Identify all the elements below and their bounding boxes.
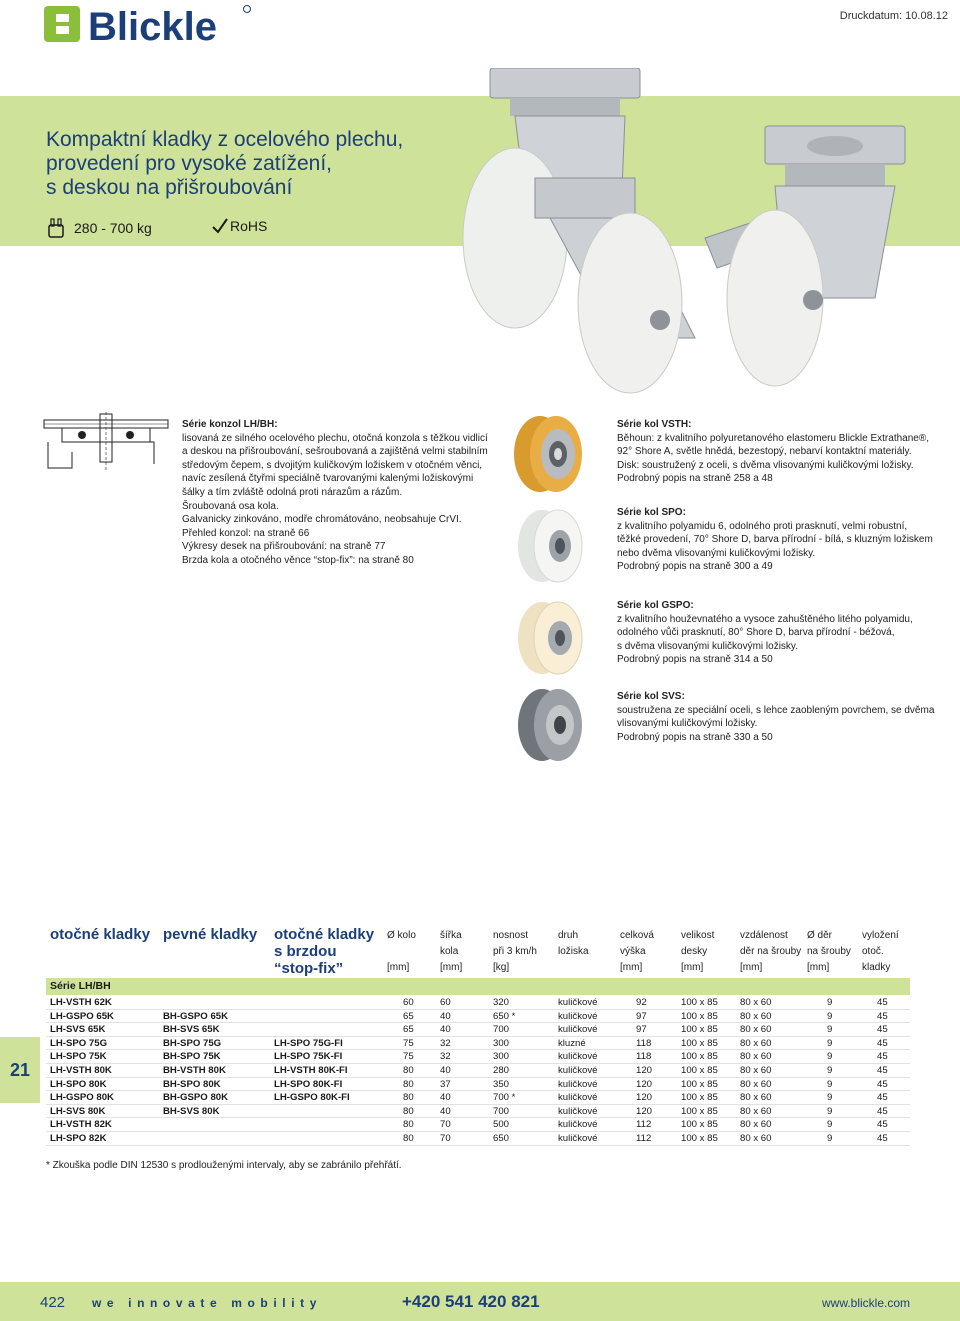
col-header-height	[620, 928, 654, 976]
text-line: Běhoun: z kvalitního polyuretanového elastomeru Blickle Extrathane®,	[617, 432, 929, 444]
wheel-heading: Série kol VSTH:	[617, 419, 692, 430]
table-row	[46, 1064, 910, 1078]
cell-bolt-spacing: 80 x 60	[740, 1051, 772, 1063]
table-footnote: * Zkouška podle DIN 12530 s prodlouženými intervaly, aby se zabránilo přehřátí.	[46, 1160, 402, 1171]
cell-bolt-spacing: 80 x 60	[740, 1132, 772, 1144]
cell-load-capacity: 650 *	[493, 1010, 516, 1022]
cell-bolt-dia: 9	[827, 1105, 833, 1117]
svg-text:Blickle: Blickle	[88, 5, 217, 46]
cell-bearing-type: kuličkové	[558, 1078, 598, 1090]
text-line: Disk: soustružený z oceli, s dvěma vlisovanými kuličkovými ložisky.	[617, 459, 914, 471]
weight-icon	[46, 217, 66, 239]
cell-brake-model: LH-SPO 80K-FI	[274, 1078, 343, 1090]
cell-bolt-spacing: 80 x 60	[740, 1119, 772, 1131]
table-row	[46, 1050, 910, 1064]
cell-swivel-offset: 45	[877, 1037, 888, 1049]
cell-swivel-model: LH-SVS 80K	[50, 1105, 106, 1117]
cell-plate-size: 100 x 85	[681, 1037, 718, 1049]
header-line: Ø děr	[807, 930, 833, 941]
cell-bolt-dia: 9	[827, 1092, 833, 1104]
cell-bolt-dia: 9	[827, 1078, 833, 1090]
cell-load-capacity: 700	[493, 1105, 510, 1117]
cell-bolt-dia: 9	[827, 1051, 833, 1063]
cell-swivel-offset: 45	[877, 1092, 888, 1104]
cell-plate-size: 100 x 85	[681, 1119, 718, 1131]
cell-wheel-width: 40	[440, 1024, 451, 1036]
table-row	[46, 1105, 910, 1119]
cell-swivel-model: LH-SPO 75G	[50, 1037, 108, 1049]
col-header-brake	[274, 926, 374, 977]
cell-overall-height: 97	[636, 1024, 647, 1036]
cell-bearing-type: kuličkové	[558, 1064, 598, 1076]
header-line: druh	[558, 930, 579, 941]
cell-wheel-dia: 80	[403, 1105, 414, 1117]
cell-overall-height: 120	[636, 1064, 653, 1076]
cell-plate-size: 100 x 85	[681, 1010, 718, 1022]
header-line: nosnost	[493, 930, 529, 941]
text-line: 92° Shore A, světle hnědá, bezestopý, nebarví kontaktní materiály.	[617, 446, 912, 458]
text-line: z kvalitního houževnatého a vysoce zahuštěného litého polyamidu,	[617, 613, 913, 625]
cell-wheel-dia: 80	[403, 1092, 414, 1104]
cell-swivel-offset: 45	[877, 1024, 888, 1036]
text-line: Brzda kola a otočného věnce “stop-fix”: na straně 80	[182, 554, 414, 566]
header-line: otoč. kladky	[862, 946, 891, 973]
col-header-bolt-dia	[807, 928, 851, 976]
col-header-bearing	[558, 928, 589, 976]
text-line: Výkresy desek na přišroubování: na straně 77	[182, 541, 386, 553]
cell-wheel-width: 70	[440, 1132, 451, 1144]
col-header-width	[440, 928, 462, 976]
text-line: soustružena ze speciální oceli, s lehce zaobleným povrchem, se dvěma	[617, 704, 935, 716]
header-line: [mm]	[387, 962, 410, 973]
cell-load-capacity: 700 *	[493, 1092, 516, 1104]
table-row	[46, 1118, 910, 1132]
text-line: s dvěma vlisovanými kuličkovými ložisky.	[617, 640, 798, 652]
header-line: [kg]	[493, 962, 510, 973]
cell-fixed-model: BH-SPO 80K	[163, 1078, 221, 1090]
table-header	[46, 922, 910, 978]
header-line: velikost	[681, 930, 715, 941]
cell-fixed-model: BH-GSPO 80K	[163, 1092, 229, 1104]
cell-swivel-offset: 45	[877, 1010, 888, 1022]
konzol-heading: Série konzol LH/BH:	[182, 419, 278, 430]
check-icon	[212, 218, 228, 234]
header-line: [mm]	[807, 962, 830, 973]
caster-product-photo	[455, 68, 925, 413]
cell-wheel-dia: 75	[403, 1051, 414, 1063]
print-date: Druckdatum: 10.08.12	[839, 10, 948, 22]
table-row	[46, 1091, 910, 1105]
cell-fixed-model: BH-SPO 75K	[163, 1051, 221, 1063]
cell-wheel-width: 32	[440, 1051, 451, 1063]
wheel-svs-image	[512, 685, 588, 765]
cell-swivel-model: LH-SPO 82K	[50, 1132, 107, 1144]
wheel-spo-description	[617, 506, 937, 574]
header-line: výška	[620, 946, 646, 957]
cell-wheel-dia: 80	[403, 1078, 414, 1090]
cell-overall-height: 120	[636, 1078, 653, 1090]
cell-overall-height: 97	[636, 1010, 647, 1022]
cell-load-capacity: 350	[493, 1078, 510, 1090]
header-line	[387, 944, 416, 960]
cell-plate-size: 100 x 85	[681, 1078, 718, 1090]
cell-swivel-model: LH-VSTH 62K	[50, 997, 112, 1008]
cell-plate-size: 100 x 85	[681, 1064, 718, 1076]
wheel-vsth-image	[510, 414, 586, 494]
cell-bolt-dia: 9	[827, 1037, 833, 1049]
text-line: nebo dvěma vlisovanými kuličkovými ložisky.	[617, 547, 816, 559]
wheel-spo-image	[512, 506, 588, 586]
col-header-bolt-spacing	[740, 928, 801, 976]
cell-load-capacity: 300	[493, 1051, 510, 1063]
header-line: desky	[681, 946, 708, 957]
text-line: těžké provedení, 70° Shore D, barva přírodní - bílá, s kluzným ložiskem	[617, 534, 933, 546]
text-line: lisovaná ze silného ocelového plechu, otočná konzola s těžkou vidlicí	[182, 432, 488, 444]
cell-swivel-model: LH-VSTH 80K	[50, 1064, 112, 1076]
cell-plate-size: 100 x 85	[681, 1132, 718, 1144]
cell-load-capacity: 280	[493, 1064, 510, 1076]
cell-wheel-width: 40	[440, 1092, 451, 1104]
table-row	[46, 1010, 910, 1024]
cell-plate-size: 100 x 85	[681, 997, 718, 1008]
wheel-heading: Série kol GSPO:	[617, 600, 694, 611]
cell-wheel-width: 40	[440, 1064, 451, 1076]
rohs-label: RoHS	[230, 218, 268, 234]
cell-load-capacity: 650	[493, 1132, 510, 1144]
cell-bolt-spacing: 80 x 60	[740, 1024, 772, 1036]
cell-bolt-spacing: 80 x 60	[740, 1092, 772, 1104]
cell-overall-height: 118	[636, 1037, 652, 1049]
brake-header-line: “stop-fix”	[274, 960, 344, 977]
cell-bolt-spacing: 80 x 60	[740, 1037, 772, 1049]
cell-plate-size: 100 x 85	[681, 1024, 718, 1036]
header-line: [mm]	[440, 962, 463, 973]
text-line: Podrobný popis na straně 300 a 49	[617, 561, 773, 573]
table-row	[46, 1132, 910, 1146]
cell-bolt-spacing: 80 x 60	[740, 1105, 772, 1117]
cell-brake-model: LH-SPO 75K-FI	[274, 1051, 343, 1063]
cell-bearing-type: kuličkové	[558, 1024, 598, 1036]
slogan: we innovate mobility	[92, 1296, 323, 1310]
konzol-description	[182, 418, 502, 568]
cell-load-capacity: 500	[493, 1119, 510, 1131]
cell-wheel-width: 60	[440, 997, 451, 1008]
series-label: Série LH/BH	[46, 978, 910, 995]
cell-swivel-offset: 45	[877, 1064, 888, 1076]
cell-wheel-dia: 80	[403, 1132, 414, 1144]
col-header-wheel-dia	[387, 928, 416, 976]
cell-bearing-type: kuličkové	[558, 1119, 598, 1131]
text-line: Šroubovaná osa kola.	[182, 500, 279, 512]
cell-swivel-model: LH-GSPO 80K	[50, 1092, 114, 1104]
cell-swivel-model: LH-SPO 75K	[50, 1051, 107, 1063]
header-line: vyložení	[862, 930, 899, 941]
cell-fixed-model: BH-SPO 75G	[163, 1037, 222, 1049]
chapter-marker: 21	[0, 1037, 40, 1103]
cell-overall-height: 112	[636, 1119, 652, 1131]
header-line: Ø kolo	[387, 930, 416, 941]
header-line: [mm]	[620, 962, 643, 973]
header-line: kola	[440, 946, 459, 957]
cell-overall-height: 112	[636, 1132, 652, 1144]
header-line: [mm]	[681, 962, 704, 973]
text-line: navíc zesílená čtyřmi speciálně tvarovanými kalenými ložiskovými	[182, 473, 474, 485]
cell-fixed-model: BH-VSTH 80K	[163, 1064, 226, 1076]
wheel-gspo-image	[512, 598, 588, 678]
wheel-heading: Série kol SPO:	[617, 507, 686, 518]
page-title	[46, 128, 404, 200]
cell-fixed-model: BH-SVS 80K	[163, 1105, 220, 1117]
cell-bolt-spacing: 80 x 60	[740, 997, 772, 1008]
cell-overall-height: 92	[636, 997, 647, 1008]
text-line: Podrobný popis na straně 258 a 48	[617, 473, 773, 485]
cell-wheel-width: 32	[440, 1037, 451, 1049]
wheel-heading: Série kol SVS:	[617, 691, 685, 702]
brake-header-line: otočné kladky	[274, 926, 375, 943]
header-line	[558, 960, 589, 976]
cell-bearing-type: kuličkové	[558, 1092, 598, 1104]
cell-overall-height: 120	[636, 1105, 653, 1117]
text-line: Galvanicky zinkováno, modře chromátováno, neobsahuje CrVI.	[182, 514, 462, 526]
cell-brake-model: LH-GSPO 80K-FI	[274, 1092, 350, 1104]
product-table	[46, 996, 910, 1146]
cell-fixed-model: BH-SVS 65K	[163, 1024, 220, 1036]
cell-fixed-model: BH-GSPO 65K	[163, 1010, 229, 1022]
cell-plate-size: 100 x 85	[681, 1105, 718, 1117]
cell-swivel-offset: 45	[877, 1132, 888, 1144]
cell-bearing-type: kuličkové	[558, 1132, 598, 1144]
cell-wheel-width: 40	[440, 1010, 451, 1022]
wheel-gspo-description	[617, 599, 937, 667]
text-line: odolného vůči prasknutí, 80° Shore D, barva přírodní - béžová,	[617, 627, 895, 639]
cell-wheel-dia: 65	[403, 1010, 414, 1022]
cell-bearing-type: kluzné	[558, 1037, 586, 1049]
cell-bearing-type: kuličkové	[558, 1051, 598, 1063]
cell-swivel-model: LH-VSTH 82K	[50, 1119, 112, 1131]
text-line: a deskou na přišroubování, sešroubovaná a zajištěná velmi stabilním	[182, 446, 488, 458]
cell-bolt-dia: 9	[827, 1132, 833, 1144]
cell-wheel-dia: 60	[403, 997, 414, 1008]
cell-bolt-spacing: 80 x 60	[740, 1064, 772, 1076]
cell-wheel-dia: 65	[403, 1024, 414, 1036]
title-line: s deskou na přišroubování	[46, 176, 293, 199]
cell-plate-size: 100 x 85	[681, 1051, 718, 1063]
col-header-fixed: pevné kladky	[163, 926, 258, 943]
cell-bearing-type: kuličkové	[558, 997, 598, 1008]
cell-wheel-dia: 75	[403, 1037, 414, 1049]
cell-brake-model: LH-SPO 75G-FI	[274, 1037, 343, 1049]
table-row	[46, 996, 910, 1010]
text-line: šálky a tím zvláště odolná proti nárazům a rázům.	[182, 486, 403, 498]
rohs-badge	[212, 218, 267, 234]
cell-overall-height: 118	[636, 1051, 652, 1063]
title-line: Kompaktní kladky z ocelového plechu,	[46, 128, 404, 151]
text-line: středovým čepem, s dvojitým kuličkovým ložiskem v otočném věnci,	[182, 459, 483, 471]
cell-bolt-dia: 9	[827, 1010, 833, 1022]
cell-load-capacity: 300	[493, 1037, 510, 1049]
header-line: šířka	[440, 930, 462, 941]
cell-wheel-width: 40	[440, 1105, 451, 1117]
title-line: provedení pro vysoké zatížení,	[46, 152, 332, 175]
header-line: při 3 km/h	[493, 946, 537, 957]
phone-number: +420 541 420 821	[402, 1292, 540, 1311]
brake-header-line: s brzdou	[274, 943, 337, 960]
col-header-capacity	[493, 928, 537, 976]
text-line: Podrobný popis na straně 330 a 50	[617, 731, 773, 743]
cell-bolt-dia: 9	[827, 997, 833, 1008]
cell-plate-size: 100 x 85	[681, 1092, 718, 1104]
cell-wheel-width: 70	[440, 1119, 451, 1131]
cell-swivel-model: LH-SPO 80K	[50, 1078, 107, 1090]
header-line: ložiska	[558, 946, 589, 957]
cell-bolt-dia: 9	[827, 1024, 833, 1036]
header-line: na šrouby	[807, 946, 851, 957]
table-row	[46, 1078, 910, 1092]
blickle-logo	[44, 2, 254, 46]
cell-bolt-dia: 9	[827, 1119, 833, 1131]
text-line: vlisovanými kuličkovými ložisky.	[617, 718, 758, 730]
cell-bolt-spacing: 80 x 60	[740, 1078, 772, 1090]
header-line: celková	[620, 930, 654, 941]
cell-wheel-dia: 80	[403, 1119, 414, 1131]
cell-swivel-offset: 45	[877, 1078, 888, 1090]
cell-bearing-type: kuličkové	[558, 1105, 598, 1117]
col-header-swivel: otočné kladky	[50, 926, 151, 943]
website-link[interactable]: www.blickle.com	[822, 1296, 911, 1310]
cell-swivel-model: LH-GSPO 65K	[50, 1010, 114, 1022]
table-row	[46, 1037, 910, 1051]
cell-bolt-dia: 9	[827, 1064, 833, 1076]
table-row	[46, 1023, 910, 1037]
cell-wheel-dia: 80	[403, 1064, 414, 1076]
cell-overall-height: 120	[636, 1092, 653, 1104]
header-line: děr na šrouby	[740, 946, 802, 957]
cell-wheel-width: 37	[440, 1078, 451, 1090]
cell-swivel-model: LH-SVS 65K	[50, 1024, 106, 1036]
header-line: vzdálenost	[740, 930, 788, 941]
col-header-plate-size	[681, 928, 714, 976]
wheel-vsth-description	[617, 418, 937, 486]
cell-bearing-type: kuličkové	[558, 1010, 598, 1022]
cell-load-capacity: 320	[493, 997, 510, 1008]
cell-swivel-offset: 45	[877, 1105, 888, 1117]
cell-swivel-offset: 45	[877, 1051, 888, 1063]
cell-load-capacity: 700	[493, 1024, 510, 1036]
cell-bolt-spacing: 80 x 60	[740, 1010, 772, 1022]
cell-swivel-offset: 45	[877, 1119, 888, 1131]
cell-swivel-offset: 45	[877, 997, 888, 1008]
wheel-svs-description	[617, 690, 937, 744]
text-line: z kvalitního polyamidu 6, odolného proti prasknutí, velmi robustní,	[617, 520, 908, 532]
konzol-drawing	[42, 412, 170, 470]
page-number: 422	[40, 1294, 66, 1311]
load-range: 280 - 700 kg	[74, 220, 152, 236]
cell-brake-model: LH-VSTH 80K-FI	[274, 1064, 348, 1076]
text-line: Přehled konzol: na straně 66	[182, 527, 310, 539]
text-line: Podrobný popis na straně 314 a 50	[617, 654, 773, 666]
header-line: [mm]	[740, 962, 763, 973]
